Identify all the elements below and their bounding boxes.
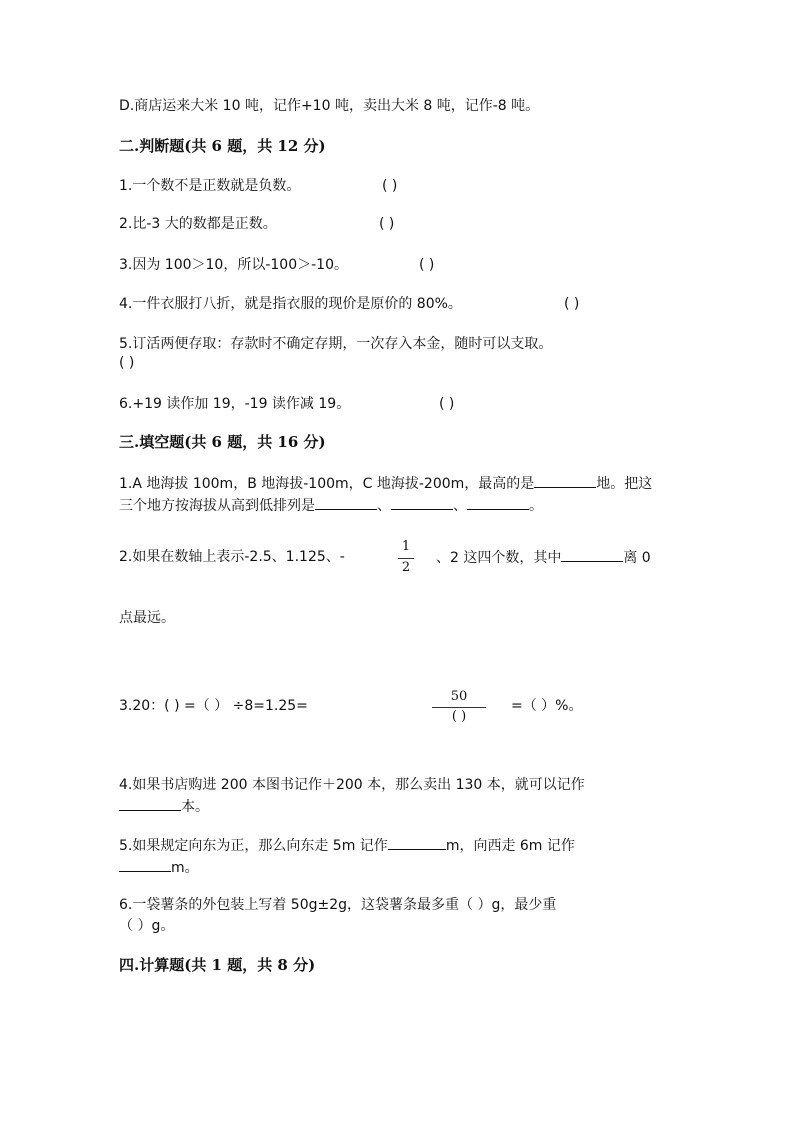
fill-item-6-line-1[interactable]: 6.一袋薯条的外包装上写着 50g±2g，这袋薯条最多重（ ）g，最少重 bbox=[119, 897, 557, 913]
fraction-numerator: 1 bbox=[401, 539, 411, 554]
judge-item-5-answer[interactable]: ( ) bbox=[119, 355, 135, 371]
fraction-denominator: 2 bbox=[401, 560, 411, 575]
section-3-heading: 三.填空题(共 6 题，共 16 分) bbox=[119, 433, 326, 451]
fill-item-5-text-b: m，向西走 6m 记作 bbox=[445, 838, 575, 854]
section-2-heading: 二.判断题(共 6 题，共 12 分) bbox=[119, 137, 326, 155]
section-4-heading: 四.计算题(共 1 题，共 8 分) bbox=[119, 956, 316, 974]
fill-item-1-sep: 、 bbox=[453, 498, 467, 514]
fill-item-1-sep: 、 bbox=[377, 498, 391, 514]
judge-item-4-answer[interactable]: ( ) bbox=[564, 296, 580, 312]
fill-item-1-text-b: 地。把这 bbox=[596, 476, 653, 492]
judge-item-1-answer[interactable]: ( ) bbox=[382, 178, 398, 194]
fill-item-1-end: 。 bbox=[529, 498, 543, 514]
fill-blank[interactable] bbox=[119, 857, 171, 872]
fill-item-3-text-b[interactable]: =（ ）%。 bbox=[511, 698, 583, 714]
fraction-bar bbox=[398, 558, 414, 559]
judge-item-6 bbox=[119, 394, 455, 414]
judge-item-2-text: 2.比-3 大的数都是正数。 bbox=[119, 216, 277, 232]
fraction-numerator: 50 bbox=[450, 689, 468, 704]
fill-item-2-text-b: 、2 这四个数，其中 bbox=[436, 550, 562, 566]
fill-blank[interactable] bbox=[534, 473, 596, 488]
fill-blank[interactable] bbox=[391, 495, 453, 510]
fill-item-4-line-1: 4.如果书店购进 200 本图书记作＋200 本，那么卖出 130 本，就可以记作 bbox=[119, 777, 585, 793]
fill-item-5-line-2 bbox=[119, 857, 199, 878]
fill-blank[interactable] bbox=[561, 547, 623, 562]
judge-item-3-answer[interactable]: ( ) bbox=[419, 257, 435, 273]
judge-item-4-text: 4.一件衣服打八折，就是指衣服的现价是原价的 80%。 bbox=[119, 296, 462, 312]
fraction-bar bbox=[432, 707, 486, 708]
fill-item-2-line-1b bbox=[436, 547, 651, 568]
fill-item-2-text-d: 点最远。 bbox=[119, 610, 175, 626]
fraction-denominator[interactable]: ( ) bbox=[451, 709, 467, 724]
fill-item-3-text-a[interactable]: 3.20：( ) =（ ） ÷8=1.25= bbox=[119, 698, 308, 714]
fill-item-1-line-2 bbox=[119, 495, 543, 516]
judge-item-2 bbox=[119, 214, 395, 234]
judge-item-4 bbox=[119, 294, 580, 314]
fill-blank[interactable] bbox=[467, 495, 529, 510]
option-d: D.商店运来大米 10 吨，记作+10 吨，卖出大米 8 吨，记作-8 吨。 bbox=[119, 98, 540, 114]
judge-item-3 bbox=[119, 255, 435, 275]
fill-item-1-text-a: 1.A 地海拔 100m，B 地海拔-100m，C 地海拔-200m，最高的是 bbox=[119, 476, 535, 492]
fill-item-5-text-a: 5.如果规定向东为正，那么向东走 5m 记作 bbox=[119, 838, 388, 854]
fill-item-1-line-1 bbox=[119, 473, 652, 494]
fill-item-5-text-c: m。 bbox=[171, 860, 199, 876]
fill-blank[interactable] bbox=[315, 495, 377, 510]
judge-item-1 bbox=[119, 176, 398, 196]
judge-item-6-text: 6.+19 读作加 19，-19 读作减 19。 bbox=[119, 396, 351, 412]
fill-item-4-text-b: 本。 bbox=[181, 799, 209, 815]
fill-item-4-line-2 bbox=[119, 796, 209, 817]
judge-item-1-text: 1.一个数不是正数就是负数。 bbox=[119, 178, 301, 194]
fill-blank[interactable] bbox=[388, 835, 446, 850]
fill-item-2-text-c: 离 0 bbox=[623, 550, 651, 566]
fill-item-6-line-2[interactable]: （ ）g。 bbox=[119, 918, 175, 934]
fill-item-2-text-a: 2.如果在数轴上表示-2.5、1.125、- bbox=[119, 549, 345, 565]
judge-item-5: 5.订活两便存取：存款时不确定存期，一次存入本金，随时可以支取。 bbox=[119, 336, 553, 352]
judge-item-2-answer[interactable]: ( ) bbox=[379, 216, 395, 232]
fill-item-5-line-1 bbox=[119, 835, 575, 856]
fill-item-1-text-c: 三个地方按海拔从高到低排列是 bbox=[119, 498, 315, 514]
judge-item-6-answer[interactable]: ( ) bbox=[439, 396, 455, 412]
fill-blank[interactable] bbox=[119, 796, 181, 811]
judge-item-3-text: 3.因为 100＞10，所以-100＞-10。 bbox=[119, 257, 348, 273]
